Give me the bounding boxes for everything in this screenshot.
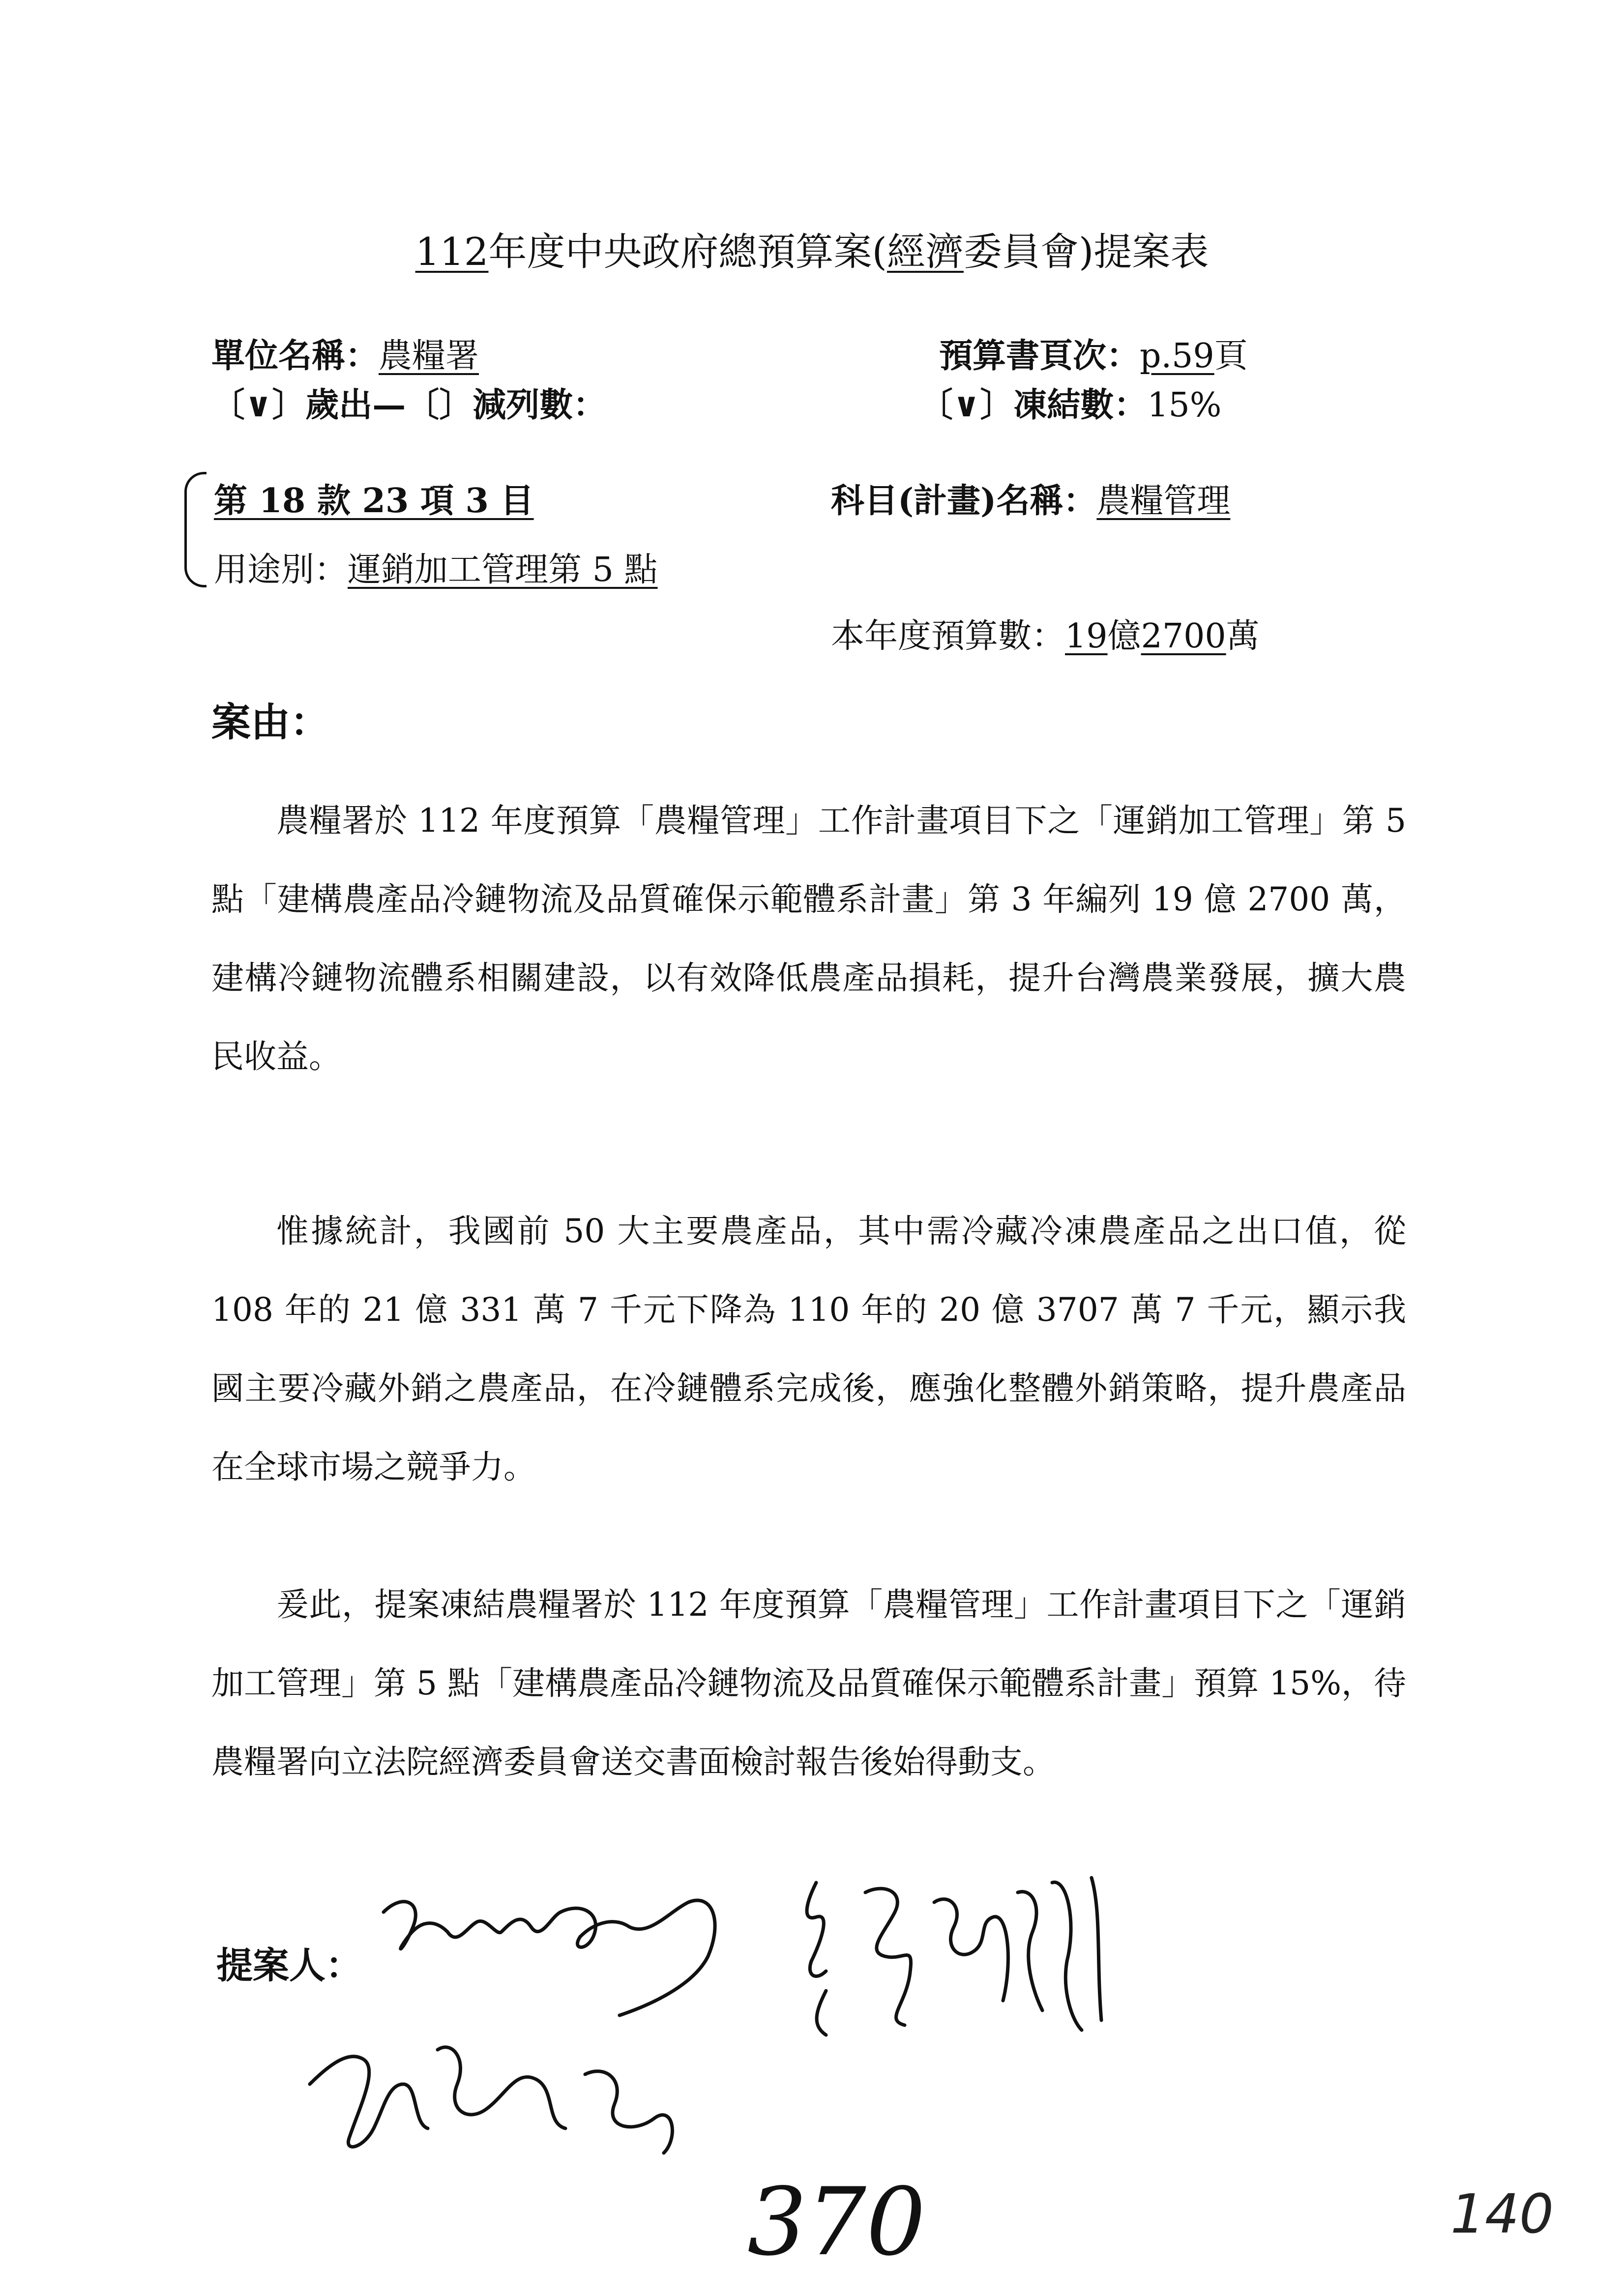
subject-row	[831, 474, 1230, 522]
title-year: 112	[415, 230, 489, 274]
expense-line: 〔∨〕歲出—〔〕減列數：	[211, 385, 607, 425]
usage-label: 用途別：	[214, 551, 348, 589]
title-tail: 委員會)提案表	[963, 230, 1209, 274]
reason-paragraph-2: 惟據統計，我國前 50 大主要農產品，其中需冷藏冷凍農產品之出口值，從 108 年的 21 億 331 萬 7 千元下降為 110 年的 20 億 3707 萬 7 千元，顯示我國主要冷藏外銷之農產品，在冷鏈體系完成後，應強化整體外銷策略，提升農產品在全球市場之競爭力。	[211, 1212, 1406, 1486]
budget-label: 本年度預算數：	[831, 617, 1065, 656]
title-committee: 經濟	[886, 230, 964, 274]
budget-wan: 2700	[1141, 617, 1226, 656]
subject-value: 農糧管理	[1096, 482, 1231, 521]
page-suffix: 頁	[1214, 337, 1248, 376]
budget-yi: 19	[1065, 617, 1108, 656]
signature-3	[290, 2010, 693, 2163]
budget-wan-unit: 萬	[1226, 617, 1260, 656]
page-title	[0, 221, 1624, 276]
usage-row	[214, 543, 658, 591]
freeze-value: 15%	[1147, 386, 1222, 425]
unit-name-row	[211, 329, 479, 377]
freeze-row	[919, 378, 1221, 426]
budget-yi-unit: 億	[1107, 617, 1141, 656]
budget-page-row	[939, 329, 1248, 377]
reason-paragraph-1: 農糧署於 112 年度預算「農糧管理」工作計畫項目下之「運銷加工管理」第 5 點「建構農產品冷鏈物流及品質確保示範體系計畫」第 3 年編列 19 億 2700 萬，建構冷鏈物流體系相關建設，以有效降低農產品損耗，提升台灣農業發展，擴大農民收益。	[211, 802, 1406, 1075]
signature-2	[787, 1863, 1111, 2060]
signature-1	[374, 1883, 728, 2030]
unit-value: 農糧署	[379, 337, 479, 376]
title-main: 年度中央政府總預算案(	[488, 230, 887, 274]
page-label: 預算書頁次：	[939, 336, 1140, 376]
reason-paragraph-3: 爰此，提案凍結農糧署於 112 年度預算「農糧管理」工作計畫項目下之「運銷加工管理」第 5 點「建構農產品冷鏈物流及品質確保示範體系計畫」預算 15%，待農糧署向立法院經濟委員會送交書面檢討報告後始得動支。	[211, 1586, 1406, 1781]
reason-label: 案由：	[211, 699, 329, 745]
usage-value: 運銷加工管理第 5 點	[348, 551, 658, 589]
page-value: p.59	[1140, 337, 1214, 376]
section-code: 第 18 款 23 項 3 目	[214, 481, 534, 521]
subject-label: 科目(計畫)名稱：	[831, 481, 1097, 521]
annual-budget-row	[831, 610, 1260, 657]
freeze-label: 〔∨〕凍結數：	[919, 385, 1148, 425]
section-bracket	[184, 472, 207, 587]
handwritten-page-number: 370	[747, 2168, 926, 2276]
corner-page-number: 140	[1450, 2182, 1554, 2245]
unit-label: 單位名稱：	[211, 336, 379, 376]
proposer-label: 提案人：	[216, 1945, 362, 1987]
